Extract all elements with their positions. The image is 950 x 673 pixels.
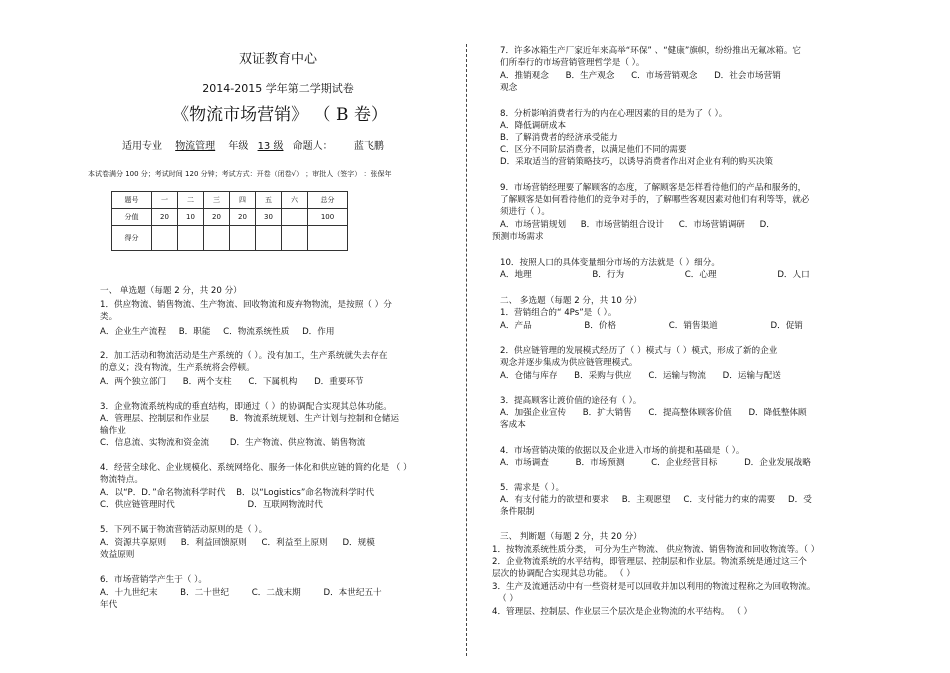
question-line: 类。 <box>100 312 118 322</box>
option-line: A．市场调查 B．市场预测 C．企业经营目标 D．企业发展战略 <box>500 458 811 468</box>
question-line: 1．按物流系统性质分类， 可分为生产物流、 供应物流、销售物流和回收物流等。（ ） <box>492 545 820 555</box>
option-line: 输作业 <box>100 426 126 436</box>
points-cell: 20 <box>204 209 230 226</box>
exam-info-line: 本试卷满分 100 分；考试时间 120 分钟；考试方式：开卷（闭卷√） ；审批人（签字） ：张保年 <box>88 170 392 178</box>
question-line: 2．加工活动和物流活动是生产系统的（ ）。没有加工，生产系统就失去存在 <box>100 351 388 361</box>
question-line: 3．提高顾客让渡价值的途径有（ ）。 <box>500 396 642 406</box>
option-line: C．信息流、实物流和资金流 D．生产物流、供应物流、销售物流 <box>100 438 366 448</box>
question-line: 10．按照人口的具体变量细分市场的方法就是（ ）细分。 <box>500 258 720 268</box>
grade-label: 年级 <box>228 141 249 152</box>
section-heading: 二、 多选题（每题 2 分，共 10 分） <box>500 296 642 306</box>
question-line: 3．生产及流通活动中有一些资材是可以回收并加以利用的物流过程称之为回收物流。 <box>492 582 816 592</box>
earned-cell <box>256 226 282 251</box>
question-line: 2．企业物流系统的水平结构，即管理层、控制层和作业层。物流系统是通过这三个 <box>492 557 807 567</box>
question-line: 2．供应链管理的发展模式经历了（ ）模式与（ ）模式，形成了新的企业 <box>500 346 778 356</box>
earned-label: 得分 <box>112 226 152 251</box>
score-header: 总分 <box>308 192 348 209</box>
option-line: C．供应链管理时代 D．互联网物流时代 <box>100 500 323 510</box>
option-line: 观念 <box>500 83 518 93</box>
option-line: A．企业生产流程 B．职能 C．物流系统性质 D．作用 <box>100 327 335 337</box>
term-title: 2014-2015 学年第二学期试卷 <box>202 82 354 95</box>
major-label: 适用专业 <box>122 141 162 152</box>
option-line: A．市场营销规划 B．市场营销组合设计 C．市场营销调研 D． <box>500 220 775 230</box>
option-line: A．十九世纪末 B．二十世纪 C．二战末期 D．本世纪五十 <box>100 588 382 598</box>
option-line: D．采取适当的营销策略技巧，以诱导消费者作出对企业有利的购买决策 <box>500 157 774 167</box>
author-label: 命题人： <box>292 141 333 152</box>
question-line: 层次的协调配合实现其总功能。 （ ） <box>492 569 635 579</box>
option-line: A．产品 B．价格 C．销售渠道 D．促销 <box>500 321 803 331</box>
option-line: B．了解消费者的经济承受能力 <box>500 133 618 143</box>
points-cell <box>282 209 308 226</box>
question-line: 物流特点。 <box>100 475 143 485</box>
score-header: 一 <box>152 192 178 209</box>
points-cell: 30 <box>256 209 282 226</box>
question-line: 4．经营全球化、企业规模化、系统网络化、服务一体化和供应链的简约化是 （ ） <box>100 463 412 473</box>
option-line: A．两个独立部门 B．两个支柱 C．下属机构 D．重要环节 <box>100 377 364 387</box>
earned-cell <box>308 226 348 251</box>
option-line: A．有支付能力的欲望和要求 B．主观愿望 C．支付能力约束的需要 D．受 <box>500 495 812 505</box>
question-line: 5．需求是（ ）。 <box>500 483 565 493</box>
option-line: A．加强企业宣传 B．扩大销售 C．提高整体顾客价值 D．降低整体顾 <box>500 408 807 418</box>
section-heading: 三、 判断题（每题 2 分，共 20 分） <box>500 532 642 542</box>
score-header: 五 <box>256 192 282 209</box>
score-header: 六 <box>282 192 308 209</box>
earned-cell <box>282 226 308 251</box>
author-value: 蓝飞鹏 <box>353 141 384 152</box>
option-line: 客成本 <box>500 420 526 430</box>
course-title: 《物流市场营销》 （ B 卷） <box>172 105 388 125</box>
earned-cell <box>204 226 230 251</box>
option-line: 条件限制 <box>500 507 535 517</box>
option-line: 年代 <box>100 600 118 610</box>
question-line: 3．企业物流系统构成的垂直结构，即通过（ ）的协调配合实现其总体功能。 <box>100 402 392 412</box>
score-header: 二 <box>178 192 204 209</box>
question-line: 们所奉行的市场营销管理哲学是（ ）。 <box>500 58 645 68</box>
major-value: 物流管理 <box>175 141 216 152</box>
question-line: 1．营销组合的“ 4Ps”是（ ）。 <box>500 308 617 318</box>
question-line: 6．市场营销学产生于（ ）。 <box>100 575 208 585</box>
question-line: 5．下列不属于物流营销活动原则的是（ ）。 <box>100 525 268 535</box>
points-cell: 20 <box>152 209 178 226</box>
option-line: A．降低调研成本 <box>500 121 567 131</box>
question-line: 了解顾客是如何看待他们的竞争对手的，了解哪些客观因素对他们有利等等，就必 <box>500 195 810 205</box>
option-line: 预测市场需求 <box>492 232 544 242</box>
option-line: A．以“P．D．”命名物流科学时代 B．以“Logistics”命名物流科学时代 <box>100 488 375 498</box>
earned-cell <box>152 226 178 251</box>
question-line: 7．许多冰箱生产厂家近年来高举“环保” 、“健康”旗帜，纷纷推出无氟冰箱。它 <box>500 46 802 56</box>
question-line: 8．分析影响消费者行为的内在心理因素的目的是为了（ ）。 <box>500 109 728 119</box>
question-line: 须进行（ ）。 <box>500 207 550 217</box>
option-line: 效益原则 <box>100 550 135 560</box>
question-line: （ ） <box>498 594 518 604</box>
score-header: 三 <box>204 192 230 209</box>
grade-value: 13 级 <box>257 141 284 152</box>
earned-cell <box>230 226 256 251</box>
question-line: 1．供应物流、销售物流、生产物流、回收物流和废弃物物流，是按照（ ）分 <box>100 300 392 310</box>
column-divider <box>466 44 467 656</box>
option-line: A．推销观念 B．生产观念 C．市场营销观念 D．社会市场营销 <box>500 71 781 81</box>
score-header: 四 <box>230 192 256 209</box>
question-line: 的意义；没有物流，生产系统将会停顿。 <box>100 363 255 373</box>
question-line: 4．管理层、控制层、作业层三个层次是企业物流的水平结构。 （ ） <box>492 607 753 617</box>
points-cell: 20 <box>230 209 256 226</box>
score-table <box>111 191 348 251</box>
question-line: 9．市场营销经理要了解顾客的态度，了解顾客是怎样看待他们的产品和服务的， <box>500 183 807 193</box>
earned-cell <box>178 226 204 251</box>
option-line: A．资源共享原则 B．利益回馈原则 C．利益至上原则 D．规模 <box>100 538 375 548</box>
question-line: 观念并逐步集成为供应链管理模式。 <box>500 358 638 368</box>
question-line: 一、 单选题（每题 2 分，共 20 分） <box>100 286 242 296</box>
score-header: 题号 <box>112 192 152 209</box>
option-line: C．区分不同阶层消费者，以满足他们不同的需要 <box>500 145 687 155</box>
points-cell: 10 <box>178 209 204 226</box>
points-cell: 100 <box>308 209 348 226</box>
option-line: A．管理层、控制层和作业层 B．物流系统规划、生产计划与控制和仓储运 <box>100 414 399 424</box>
school-name: 双证教育中心 <box>238 52 317 67</box>
option-line: A．地理 B．行为 C．心理 D．人口 <box>500 270 810 280</box>
question-line: 4．市场营销决策的依据以及企业进入市场的前提和基础是（ ）。 <box>500 446 745 456</box>
option-line: A．仓储与库存 B．采购与供应 C．运输与物流 D．运输与配送 <box>500 371 781 381</box>
meta-line <box>122 140 384 153</box>
points-label: 分值 <box>112 209 152 226</box>
